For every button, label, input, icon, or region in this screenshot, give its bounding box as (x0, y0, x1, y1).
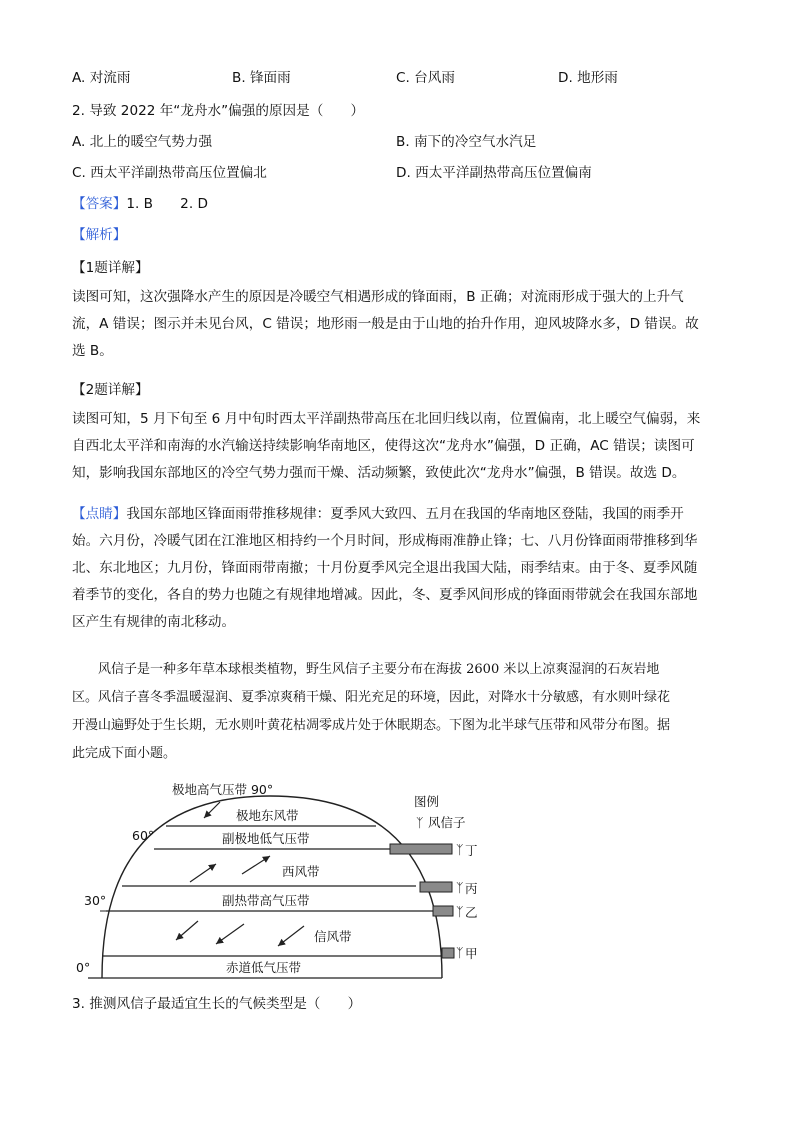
belt-westerlies: 西风带 (282, 864, 320, 879)
top-label: 极地高气压带 90° (172, 782, 274, 797)
lat-60-label: 60° (132, 828, 155, 843)
q2-stem: 2. 导致 2022 年“龙舟水”偏强的原因是（ ） (72, 103, 365, 119)
detail1-label: 【1题详解】 (72, 260, 149, 276)
detail1-line: 选 B。 (72, 343, 113, 359)
q1-option-a: A. 对流雨 (72, 70, 131, 86)
wind-arrow (176, 921, 198, 940)
tip-line-first: 【点睛】我国东部地区锋面雨带推移规律：夏季风大致四、五月在我国的华南地区登陆，我国的雨季开 (72, 506, 684, 522)
answer-line (72, 192, 208, 212)
hemisphere-outline (102, 796, 442, 978)
legend-hyacinth-icon: ᛉ (416, 815, 424, 830)
marker-icon: ᛉ (456, 945, 464, 960)
detail1-line: 流，A 错误；图示并未见台风，C 错误；地形雨一般是由于山地的抬升作用，迎风坡降水多，D 错误。故 (72, 316, 699, 332)
material-body (72, 656, 722, 768)
material-line: 区。风信子喜冬季温暖湿润、夏季凉爽稍干燥、阳光充足的环境，因此，对降水十分敏感，有水则叶绿花 (72, 690, 671, 705)
tip-body (72, 501, 722, 636)
q1-option-b: B. 锋面雨 (232, 70, 291, 86)
belt-trade-winds: 信风带 (314, 929, 352, 944)
marker-bar-ding (390, 844, 452, 854)
answer-label: 【答案】 (72, 196, 127, 212)
tip-line: 区产生有规律的南北移动。 (72, 614, 236, 630)
lat-30-label: 30° (84, 893, 107, 908)
marker-bar-yi (433, 906, 453, 916)
marker-bar-jia (442, 948, 454, 958)
tip-line: 北、东北地区；九月份，锋面雨带南撤；十月份夏季风完全退出我国大陆，雨季结束。由于冬、夏季风随 (72, 560, 698, 576)
q1-option-d: D. 地形雨 (558, 70, 618, 86)
legend-item: 风信子 (428, 815, 466, 830)
detail2-line: 知，影响我国东部地区的冷空气势力强而干燥、活动频繁，致使此次“龙舟水”偏强，B 错误。故选 D。 (72, 465, 686, 481)
tip-line: 始。六月份，冷暖气团在江淮地区相持约一个月时间，形成梅雨准静止锋；七、八月份锋面雨带推移到华 (72, 533, 698, 549)
tip-line: 着季节的变化，各自的势力也随之有规律地增减。因此，冬、夏季风间形成的锋面雨带就会在我国东部地 (72, 587, 698, 603)
lat-0-label: 0° (76, 960, 91, 975)
detail2-line: 自西北太平洋和南海的水汽输送持续影响华南地区，使得这次“龙舟水”偏强，D 正确，AC 错误；读图可 (72, 438, 695, 454)
marker-icon: ᛉ (456, 842, 464, 857)
tip-label: 【点睛】 (72, 506, 127, 522)
q2-option-d: D. 西太平洋副热带高压位置偏南 (396, 165, 592, 181)
detail2-label: 【2题详解】 (72, 382, 149, 398)
marker-jia: 甲 (465, 946, 478, 961)
marker-bar-bing (420, 882, 452, 892)
q2-option-b: B. 南下的冷空气水汽足 (396, 134, 537, 150)
material-line: 风信子是一种多年草本球根类植物，野生风信子主要分布在海拔 2600 米以上凉爽湿润的石灰岩地 (98, 662, 660, 677)
marker-icon: ᛉ (456, 880, 464, 895)
analysis-label: 【解析】 (72, 227, 127, 243)
belt-equatorial-low: 赤道低气压带 (226, 960, 302, 975)
pressure-wind-belt-figure (60, 776, 520, 988)
detail1-body (72, 284, 722, 365)
wind-arrow (216, 924, 244, 944)
marker-bing: 丙 (465, 881, 478, 896)
wind-arrow (242, 856, 270, 874)
material-line: 开漫山遍野处于生长期，无水则叶黄花枯凋零成片处于休眠期态。下图为北半球气压带和风带分布图。据 (72, 718, 671, 733)
belt-subtropical-high: 副热带高气压带 (222, 893, 310, 908)
marker-icon: ᛉ (456, 904, 464, 919)
wind-arrow (278, 926, 304, 946)
detail2-body (72, 406, 722, 487)
legend-title: 图例 (414, 794, 440, 809)
q2-option-c: C. 西太平洋副热带高压位置偏北 (72, 165, 267, 181)
marker-ding: 丁 (465, 843, 478, 858)
wind-arrow (190, 864, 216, 882)
belt-subpolar-low: 副极地低气压带 (222, 831, 310, 846)
detail2-line: 读图可知，5 月下旬至 6 月中旬时西太平洋副热带高压在北回归线以南，位置偏南，北上暖空气偏弱，来 (72, 411, 701, 427)
material-line: 此完成下面小题。 (72, 746, 177, 761)
q3-stem: 3. 推测风信子最适宜生长的气候类型是（ ） (72, 996, 362, 1012)
detail1-line: 读图可知，这次强降水产生的原因是冷暖空气相遇形成的锋面雨，B 正确；对流雨形成于强大的上升气 (72, 289, 684, 305)
belt-polar-easterlies: 极地东风带 (236, 808, 299, 823)
answer-text: 1. B 2. D (126, 196, 208, 212)
marker-yi: 乙 (465, 905, 478, 920)
q2-option-a: A. 北上的暖空气势力强 (72, 134, 213, 150)
q1-option-c: C. 台风雨 (396, 70, 455, 86)
